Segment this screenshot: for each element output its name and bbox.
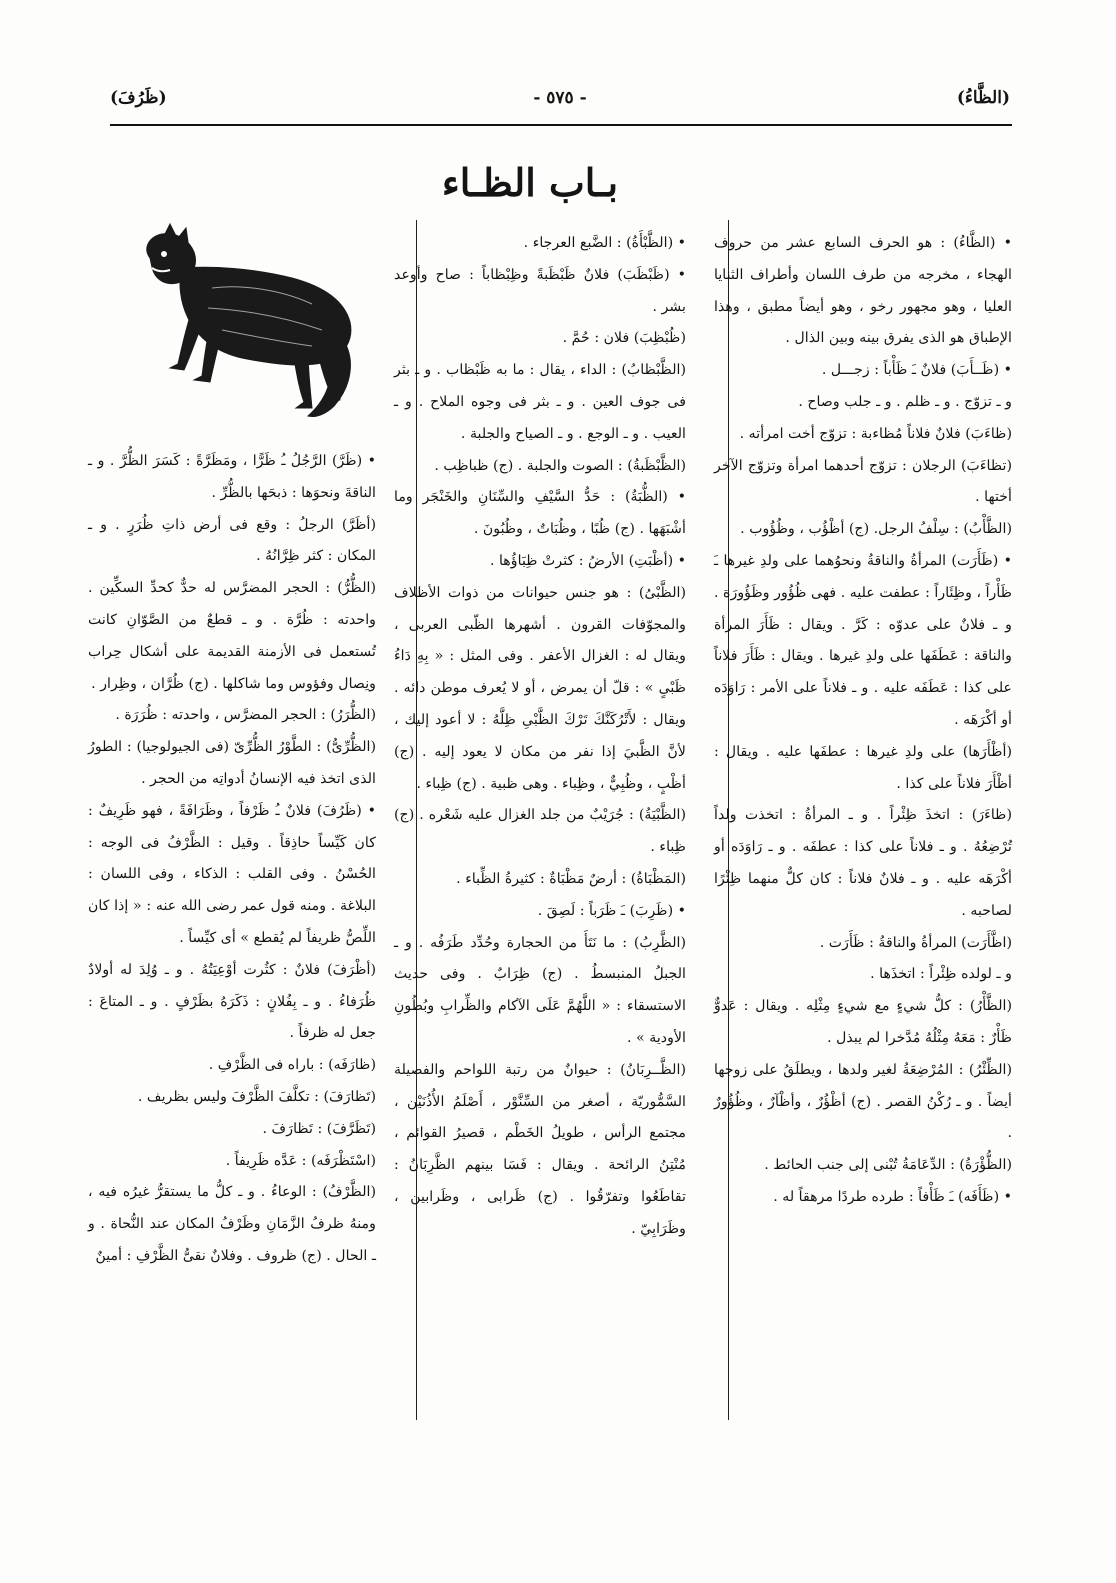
- entry: • (ظَأَرَت) المرأةُ والناقةُ ونحوُهما على ولدِ غيرها ـَ ظَأْراً ، وظِئَاراً : عطفت عليه . فهى ظُؤُور وظَؤُورَة . و ـ فلانٌ على عدوّه : كَرَّ . ويقال : ظَأَرَ المرأة والناقة : عَطَفَها على ولدِ غيرها . ويقال : ظَأَرَ فلاناً على كذا : عَطَفَه عليه . و ـ فلاناً على الأمر : رَاوَدَه أو أكْرَهَه .: [714, 552, 1012, 728]
- entry: (الظُّرَرُ) : الحجر المضرَّس ، واحدته : ظُرَرَة .: [115, 707, 376, 724]
- entry: (اظَّأَرَت) المرأةُ والناقةُ : ظَأَرَت .: [819, 934, 1012, 951]
- entry: (أظَرَّ) الرجلُ : وقع فى أرض ذاتِ ظُرَرٍ . و ـ المكان : كثر ظِرَّانُهُ .: [88, 516, 376, 565]
- entry: (ظارَفَه) : باراه فى الظَّرْفِ .: [208, 1057, 376, 1074]
- entry: (اسْتَظْرَفَه) : عَدَّه ظَرِيفاً .: [225, 1152, 376, 1169]
- entry: (ظاءَرَ) : اتخذَ ظِئْراً . و ـ المرأةُ : اتخذت ولداً تُرْضِعُهُ . و ـ فلاناً على كذا : عطفَه . و ـ رَاوَدَه أو أكْرَهَه عليه . و ـ فلانٌ فلاناً : كان كلٌّ منهما ظِئْرًا لصاحبه .: [714, 807, 1012, 919]
- entry: • (أظْبَتِ) الأرضُ : كثرتْ ظِبَاؤُها .: [489, 552, 686, 569]
- entry: (أظْأَرَها) على ولدِ غيرها : عطفَها عليه . ويقال : أظْأَرَ فلاناً على كذا .: [714, 743, 1012, 792]
- entry: • (ظَأَفَه) ـَ ظَأْفاً : طرده طردًا مرهقاً له .: [773, 1188, 1012, 1205]
- header-section-letter: (الظَّاءُ): [956, 88, 1010, 108]
- header-rule: [110, 124, 1012, 126]
- entry: (الظَّرْفُ) : الوعاءُ . و ـ كلُّ ما يستقرُّ غيرُه فيه ، ومنهُ ظرفُ الزَّمَانِ وظَرْفُ المكان عند النُّحاة . و ـ الحال . (ج) ظروف . وفلانٌ نقىُّ الظَّرْفِ : أمينٌ: [88, 1184, 376, 1264]
- page-header: [110, 84, 1010, 124]
- entry: • (ظَرَّ) الرَّجُلُ ـُ ظَرًّا ، ومَظَرَّةً : كَسَرَ الظُّرَّ . و ـ الناقةَ ونحوَها : ذبحَها بالظُّرِّ .: [88, 453, 376, 501]
- entry: (الظَّبْيَةُ) : جُرَيْبٌ من جلد الغزال عليه شَعْره . (ج) ظِباء .: [394, 807, 686, 856]
- entry: • (الظَّاءُ) : هو الحرف السابع عشر من حروف الهجاء ، مخرجه من طرف اللسان وأطراف الثنايا العليا ، وهو مجهور رخو ، وهو أيضاً مطبق ، وهذا الإطباق هو الذى يفرق بينه وبين الذال .: [714, 235, 1012, 347]
- entry: (الظُّؤْرَةُ) : الدِّعَامَةُ تُبْنى إلى جنب الحائط .: [764, 1157, 1012, 1174]
- entry: (الظُّرِّىُّ) : الطَّوْرُ الظُّرِّىّ (فى الجيولوجيا) : الطورُ الذى اتخذ فيه الإنسانُ أدواتِه من الحجر .: [88, 739, 376, 787]
- entry: (الظَّرِبُ) : ما نَتَأَ من الحجارة وحُدِّد طَرَفُه . و ـ الجبلُ المنبسطُ . (ج) ظِرَابٌ . وفى حديث الاستسقاء : « اللَّهُمَّ عَلَى الآكام والظِّرابِ وبُطُونِ الأودية » .: [394, 934, 686, 1046]
- entry: • (ظَرِبَ) ـَ ظَرَباً : لَصِقَ .: [537, 902, 686, 919]
- entry: • (ظَرُفَ) فلانٌ ـُ ظَرْفاً ، وظَرَافَةً ، فهو ظَرِيفٌ : كان كَيِّساً حاذِقاً . وقيل : الظَّرْفُ فى الوجه : الحُسْنُ . وفى القلب : الذكاء ، وفى اللسان : البلاغة . ومنه قول عمر رضى الله عنه : « إذا كان اللِّصُّ ظريفاً لم يُقطع » أى كيِّساً .: [88, 802, 376, 946]
- entry: (تظاءَبَ) الرجلان : تزوّج أحدهما امرأة وتزوّج الآخر أختها .: [714, 457, 1012, 506]
- entry: (الظِّئْرُ) : المُرْضِعَةُ لغير ولدها ، ويطلَقُ على زوجها أيضاً . و ـ رُكْنُ القصر . (ج) أظْؤُرٌ ، وأظْآرٌ ، وظُؤُورٌ .: [714, 1061, 1012, 1142]
- column-right: [714, 228, 1012, 1214]
- entry: و ـ لولده ظِئْراً : اتخذَها .: [870, 966, 1012, 983]
- entry: (الظَّأْرُ) : كلُّ شيءٍ مع شيءٍ مِثْلِه . ويقال : عَدوٌّ ظَأْرٌ : مَعَهُ مِثْلُهُ مُدَّخرا لم يبذل .: [714, 998, 1012, 1046]
- entry: و ـ تزوّج . و ـ ظلم . و ـ جلب وصاح .: [798, 393, 1012, 410]
- entry: (الظَّبْىُ) : هو جنس حيوانات من ذوات الأظلاف والمجوّفات القرون . أشهرها الظّبى العربى ، ويقال له : الغزال الأعفر . وفى المثل : « بِهِ دَاءُ ظَبْىٍ » : قلّ أن يمرض ، أو لا يُعرف موطن دائه . ويقال : لأَتْرُكَنَّكَ تَرْكَ الظَّبْىِ ظِلَّهُ : لا أعود إليك ، لأنَّ الظَّبيَ إذا نفر من مكان لا يعود إليه . (ج) أظْبٍ ، وظُبِيٌّ ، وظِباء . وهى ظبية . (ج) ظِباء .: [394, 584, 686, 792]
- entry: (الظُّرُّ) : الحجر المضرَّس له حدٌّ كحدِّ السكِّين . واحدته : ظُرَّة . و ـ قطعٌ من الصَّوّانِ كانت تُستعمل فى الأزمنة القديمة على أشكال حِراب ونِصال وفؤوس وما شاكلها . (ج) ظُرَّان ، وظِرار .: [88, 580, 376, 692]
- entry: (الظَّبْظابُ) : الداء ، يقال : ما به ظَبْظاب . و ـ بثر فى جوف العين . و ـ بثر فى وجوه الملاح . و ـ العيب . و ـ الوجع . و ـ الصياح والجلبة .: [394, 362, 686, 442]
- entry: (أظْرَفَ) فلانٌ : كثُرت أوْعِيَتُهُ . و ـ وُلِدَ له أولادٌ ظُرَفاءُ . و ـ بِفُلانٍ : ذَكَرَهُ بظَرْفٍ . و ـ المتاعَ : جعل له ظرفاً .: [88, 961, 376, 1042]
- entry: (ظاءَبَ) فلانٌ فلاناً مُظاءبة : تزوّج أخت امرأته .: [739, 425, 1012, 442]
- header-last-entry: (ظَرُفَ): [110, 88, 167, 108]
- entry: (الظَّبْظَبةُ) : الصوت والجلبة . (ج) ظباظِب .: [434, 457, 686, 474]
- chapter-title: بـاب الظـاء: [441, 160, 619, 205]
- entry: • (ظَــأَبَ) فلانٌ ـَ ظَأْباً : زجـــل .: [821, 362, 1012, 379]
- entry: (الظَّأْبُ) : سِلْفُ الرجل. (ج) أظْؤُب ، وظُؤُوب .: [740, 521, 1012, 538]
- entry: (المَظْبَاةُ) : أرضٌ مَظْبَاةٌ : كثيرةُ الظِّباء .: [456, 870, 686, 887]
- entry: (تَظَرَّفَ) : تَظارَفَ .: [262, 1120, 376, 1137]
- entry: • (ظَبْظَبَ) فلانٌ ظَبْظَبةً وظِبْظاباً : صاح وأوعد بشر .: [394, 266, 686, 315]
- column-left: [88, 446, 376, 1273]
- column-middle: [394, 228, 686, 1246]
- entry: • (الظَّبْأَةُ) : الضَّبع العرجاء .: [523, 235, 686, 251]
- entry: (الظَّــرِبَانُ) : حيوانٌ من رتبة اللواحم والفصيلة السَّمُّوريّة ، أصغر من السِّنَّوْر ، أَصْلَمُ الأُذُنَيْن ، مجتمع الرأس ، طويلُ الخَطْم ، قصيرُ القوائم ، مُنْتِنُ الرائحة . ويقال : فَسَا بينهم الظَّرِبَانُ : تقاطَعُوا وتفرّقُوا . (ج) ظَرابى ، وظَرابين ، وظَرَابِيّ .: [394, 1061, 686, 1237]
- page-number: - ٥٧٥ -: [533, 88, 587, 108]
- weasel-illustration: [112, 218, 392, 438]
- entry: • (الظُّبَةُ) : حَدُّ السَّيْفِ والسِّنَانِ والخَنْجَر وما أشْبَهَها . (ج) ظُبًا ، وظُبَاتٌ ، وظُبُونَ .: [394, 489, 686, 538]
- entry: (تَظارَفَ) : تكلَّفَ الظَّرْفَ وليس بظريف .: [137, 1088, 376, 1105]
- entry: (ظُبْظِبَ) فلان : حُمَّ .: [562, 330, 686, 347]
